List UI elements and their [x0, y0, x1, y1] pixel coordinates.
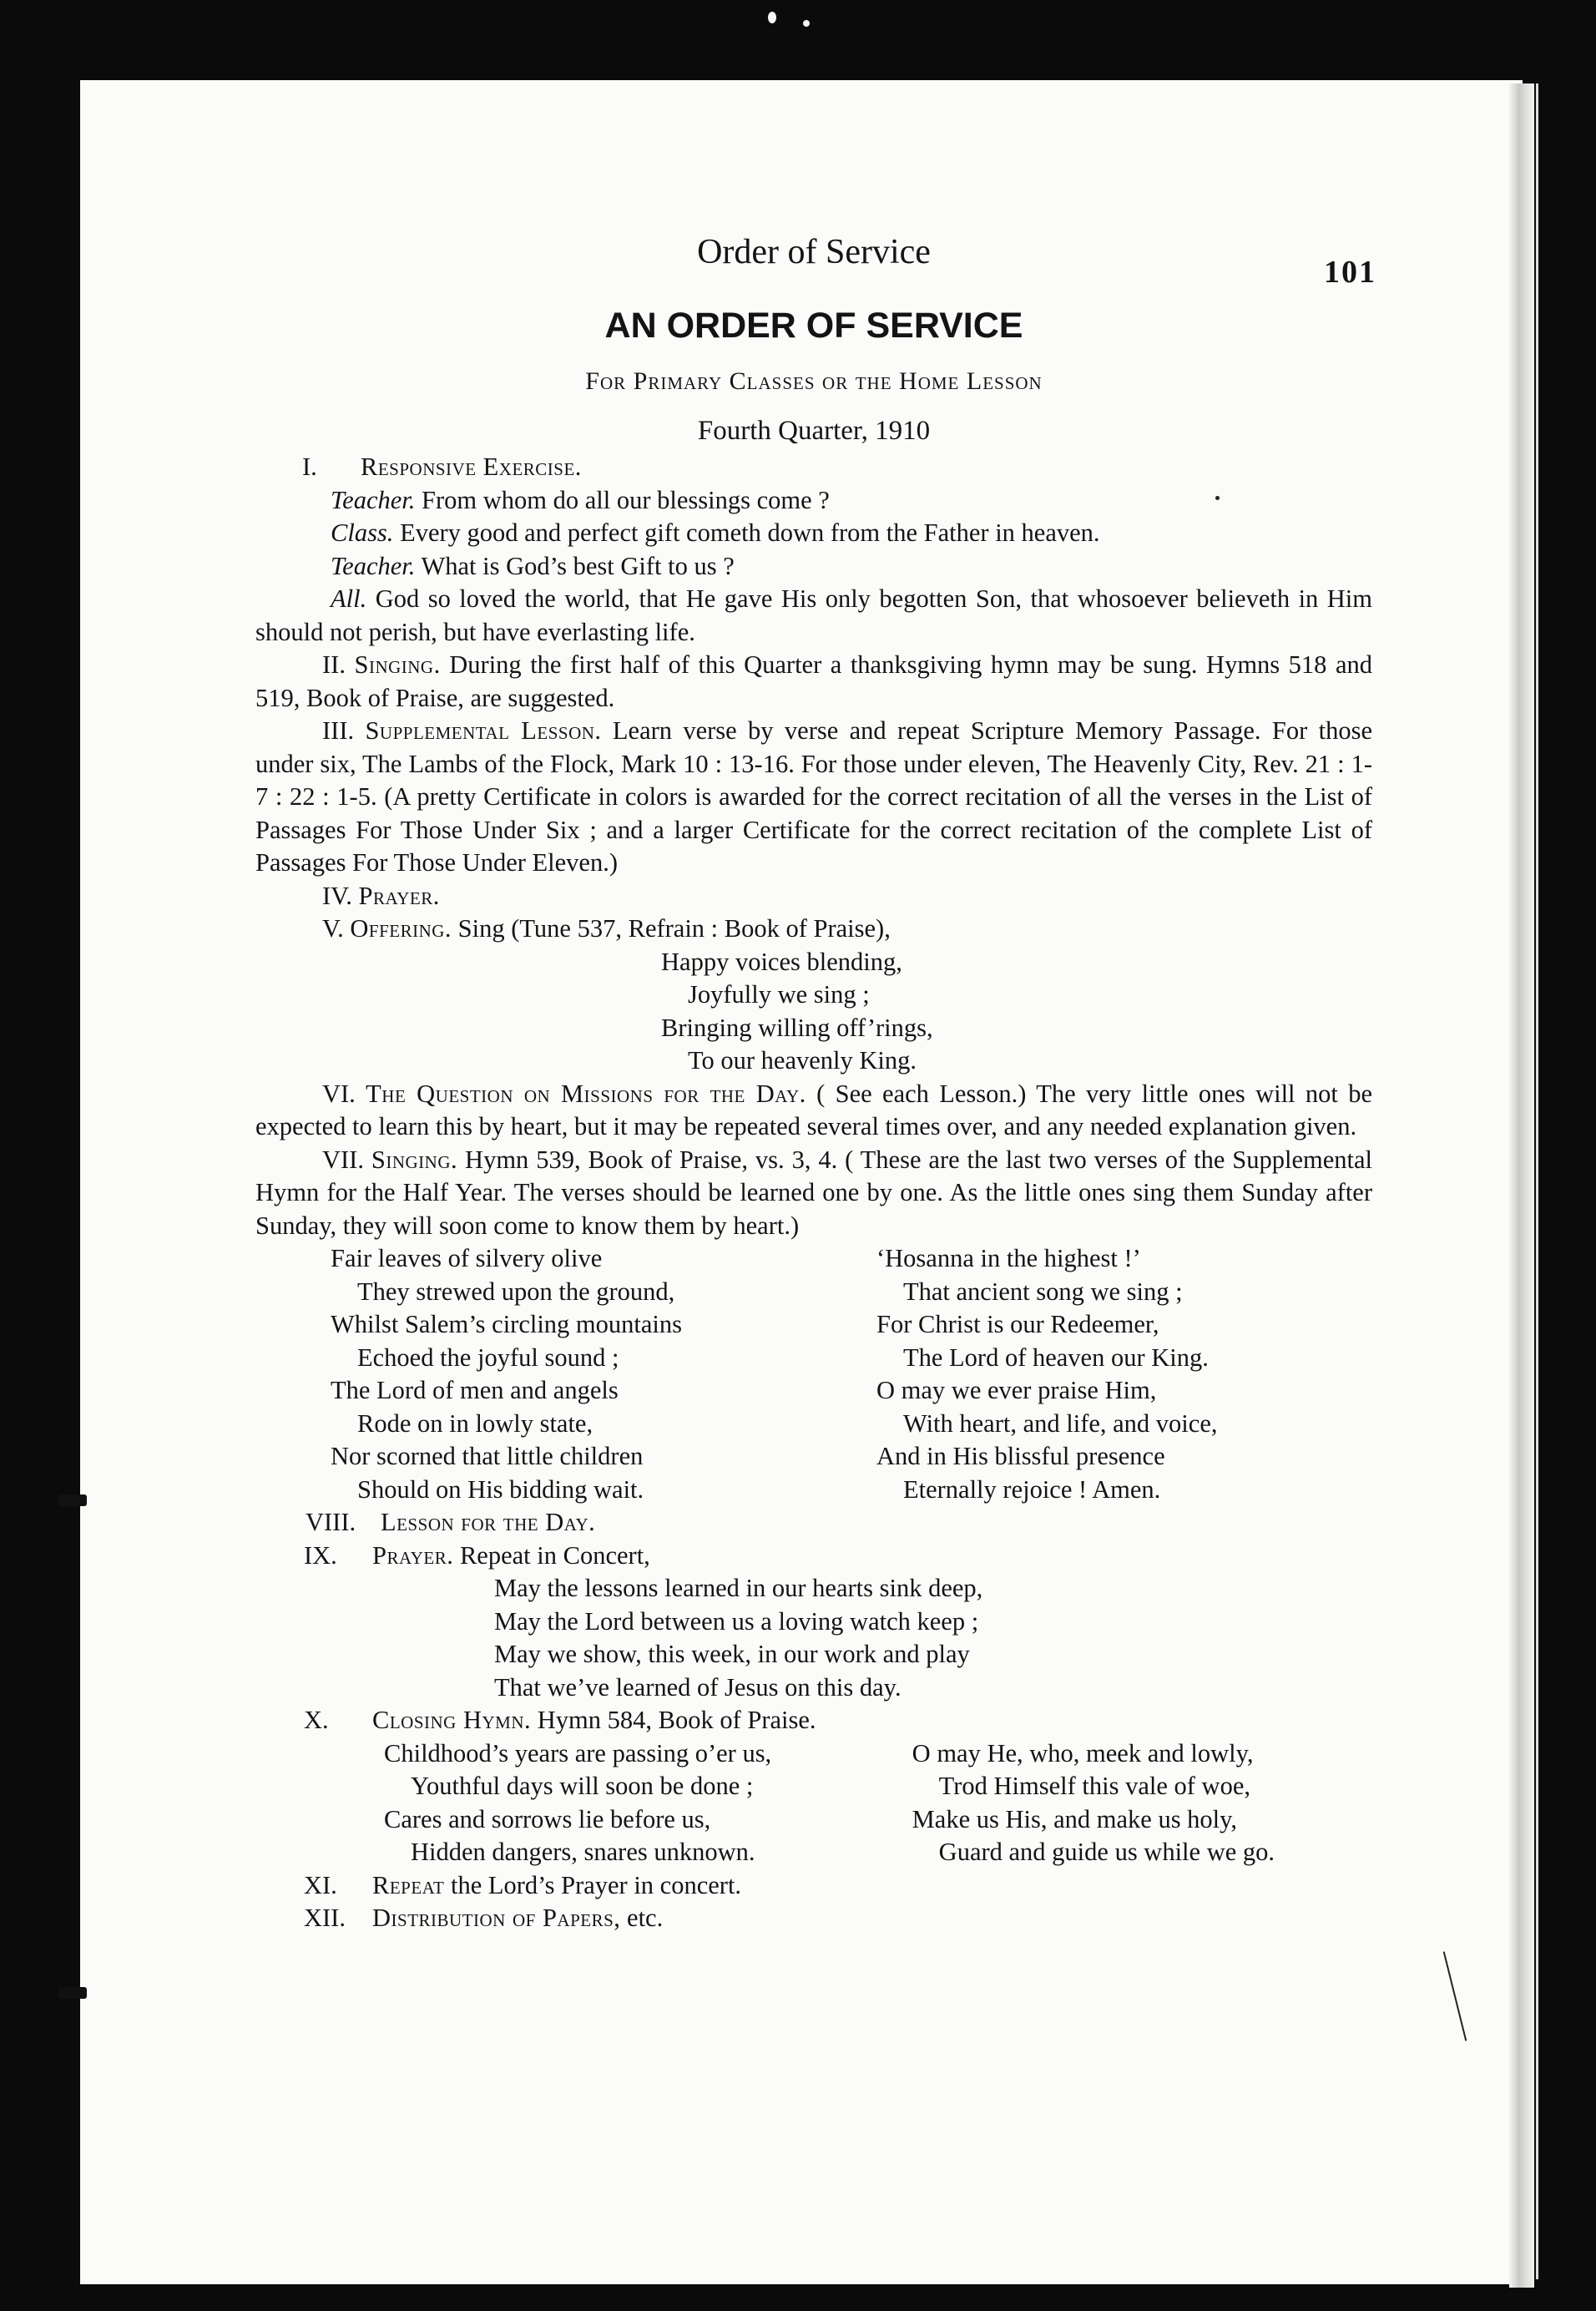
dialogue-text: Every good and perfect gift cometh down from the Father in heaven. — [393, 518, 1100, 547]
offering-verse — [255, 946, 1372, 1078]
hymn-584-verses — [255, 1737, 1372, 1869]
verse-line: That ancient song we sing ; — [903, 1277, 1183, 1306]
section-prayer-concert — [255, 1540, 1372, 1573]
verse-line: Fair leaves of silvery olive — [331, 1244, 603, 1272]
dialogue-line — [255, 484, 1372, 518]
verse-line: O may we ever praise Him, — [876, 1376, 1157, 1404]
section-number: VI. — [322, 1079, 356, 1108]
section-heading: Responsive Exercise. — [361, 453, 582, 481]
verse-line: To our heavenly King. — [688, 1046, 917, 1075]
section-number: IX. — [304, 1540, 337, 1570]
verse-line: Eternally rejoice ! Amen. — [903, 1474, 1161, 1504]
verse-line: Joyfully we sing ; — [688, 980, 870, 1009]
hymn-verse-left — [255, 1737, 804, 1869]
speaker: Class. — [331, 518, 394, 547]
film-speck — [768, 12, 776, 23]
page-title: AN ORDER OF SERVICE — [604, 306, 1023, 346]
verse-line: ‘Hosanna in the highest !’ — [876, 1244, 1141, 1272]
section-number: XII. — [304, 1904, 346, 1932]
section-heading: Distribution of Papers, — [372, 1904, 621, 1932]
verse-line: And in His blissful presence — [876, 1442, 1165, 1470]
section-heading: The Question on Missions for the Day. — [366, 1079, 806, 1108]
section-offering — [255, 913, 1372, 946]
page-edge — [1509, 83, 1534, 2288]
verse-line: Nor scorned that little children — [331, 1442, 644, 1470]
section-text: the Lord’s Prayer in concert. — [444, 1870, 742, 1899]
verse-line: Guard and guide us while we go. — [938, 1838, 1275, 1866]
verse-line: May the lessons learned in our hearts sink deep, — [494, 1574, 983, 1602]
section-lords-prayer — [255, 1869, 1372, 1903]
section-number: VIII. — [306, 1508, 356, 1536]
subtitle: For Primary Classes or the Home Lesson — [585, 367, 1043, 395]
section-heading: Prayer. — [372, 1540, 454, 1570]
verse-line: They strewed upon the ground, — [357, 1277, 675, 1306]
hymn-verse-left — [255, 1242, 826, 1506]
verse-line: Happy voices blending, — [661, 947, 902, 976]
section-number: II. — [322, 650, 346, 679]
speaker: All. — [331, 584, 367, 613]
hymn-539-verses — [255, 1242, 1372, 1506]
verse-line: With heart, and life, and voice, — [903, 1408, 1218, 1438]
dialogue-line — [255, 517, 1372, 550]
verse-line: Bringing willing off’rings, — [661, 1013, 933, 1042]
section-text: Hymn 539, Book of Praise, vs. 3, 4. ( These are the last two verses of the Supplemental Hymn for the Half Year. The verses should be learned one by one. As the little ones sing them Sunday after Sunday, they will soon come to know them by heart.) — [255, 1145, 1373, 1240]
section-closing-hymn — [255, 1704, 1372, 1737]
dialogue-text: What is God’s best Gift to us ? — [415, 551, 735, 580]
verse-line: Whilst Salem’s circling mountains — [331, 1310, 683, 1338]
section-number: V. — [322, 914, 344, 943]
section-number: XI. — [304, 1870, 337, 1899]
section-heading: Lesson for the Day. — [381, 1508, 596, 1536]
verse-line: The Lord of men and angels — [331, 1376, 619, 1404]
section-heading: Singing. — [354, 650, 441, 679]
verse-line: Hidden dangers, snares unknown. — [411, 1838, 755, 1866]
order-body — [255, 451, 1372, 1935]
section-number: I. — [302, 453, 317, 481]
verse-line: For Christ is our Redeemer, — [876, 1310, 1159, 1338]
verse-line: That we’ve learned of Jesus on this day. — [494, 1672, 902, 1702]
hymn-verse-right — [804, 1737, 1372, 1869]
section-heading: Closing Hymn. — [372, 1706, 532, 1734]
section-text: etc. — [620, 1904, 664, 1932]
section-responsive-exercise — [255, 451, 1372, 484]
verse-line: Cares and sorrows lie before us, — [384, 1804, 711, 1833]
hymn-verse-right — [826, 1242, 1372, 1506]
film-speck — [803, 20, 810, 27]
section-text: During the first half of this Quarter a thanksgiving hymn may be sung. Hymns 518 and 519, Book of Praise, are suggested. — [255, 650, 1372, 712]
verse-line: Echoed the joyful sound ; — [357, 1343, 619, 1372]
verse-line: Make us His, and make us holy, — [912, 1804, 1238, 1833]
verse-line: May the Lord between us a loving watch keep ; — [494, 1606, 979, 1636]
dialogue-line — [255, 550, 1372, 584]
section-supplemental-lesson — [255, 715, 1372, 880]
section-heading: Supplemental Lesson. — [365, 716, 602, 745]
binding-hole — [58, 1494, 87, 1506]
section-prayer — [255, 880, 1372, 913]
dialogue-line — [255, 583, 1372, 649]
section-text: Hymn 584, Book of Praise. — [531, 1706, 816, 1734]
section-heading: Offering. — [350, 914, 452, 943]
section-distribution — [255, 1902, 1372, 1935]
quarter-line: Fourth Quarter, 1910 — [697, 416, 931, 446]
section-missions-question — [255, 1078, 1372, 1144]
dialogue-text: God so loved the world, that He gave His only begotten Son, that whosoever believeth in Him should not perish, but have everlasting life. — [255, 584, 1372, 646]
speaker: Teacher. — [331, 485, 416, 514]
verse-line: Should on His bidding wait. — [357, 1474, 644, 1504]
binding-hole — [58, 1987, 87, 1999]
dialogue-text: From whom do all our blessings come ? — [415, 485, 830, 514]
section-text: Sing (Tune 537, Refrain : Book of Praise), — [452, 914, 891, 943]
section-heading: Singing. — [371, 1145, 458, 1174]
section-text: ( See each Lesson.) The very little ones will not be expected to learn this by heart, but it may be repeated several times over, and any needed explanation given. — [255, 1079, 1373, 1140]
section-text: Learn verse by verse and repeat Scripture Memory Passage. For those under six, The Lambs of the Flock, Mark 10 : 13-16. For those under eleven, The Heavenly City, Rev. 21 : 1-7 : 22 : 1-5. (A pretty Certificate in colors is awarded for the correct recitation of all the verses in the List of Passages For Those Under Six ; and a larger Certificate for the correct recitation of the complete List of Passages For Those Under Eleven.) — [255, 716, 1372, 877]
section-number: X. — [304, 1706, 329, 1734]
verse-line: Trod Himself this vale of woe, — [938, 1772, 1250, 1800]
page-number: 101 — [1324, 255, 1376, 290]
verse-line: The Lord of heaven our King. — [903, 1343, 1209, 1372]
section-singing — [255, 649, 1372, 715]
section-number: IV. — [322, 881, 352, 910]
section-heading: Prayer. — [358, 881, 440, 910]
prayer-verse — [255, 1572, 1372, 1704]
page-edge-line — [1536, 83, 1538, 2279]
verse-line: May we show, this week, in our work and play — [494, 1640, 970, 1668]
section-number: III. — [322, 716, 355, 745]
section-heading: Repeat — [372, 1870, 445, 1899]
section-singing-hymn — [255, 1144, 1372, 1243]
verse-line: Childhood’s years are passing o’er us, — [384, 1738, 772, 1767]
verse-line: O may He, who, meek and lowly, — [912, 1738, 1254, 1767]
section-text: Repeat in Concert, — [453, 1540, 650, 1570]
speaker: Teacher. — [331, 551, 416, 580]
section-lesson-for-day — [255, 1506, 1372, 1540]
running-head: Order of Service — [697, 233, 931, 271]
verse-line: Youthful days will soon be done ; — [411, 1772, 754, 1800]
section-number: VII. — [322, 1145, 364, 1174]
verse-line: Rode on in lowly state, — [357, 1408, 593, 1438]
